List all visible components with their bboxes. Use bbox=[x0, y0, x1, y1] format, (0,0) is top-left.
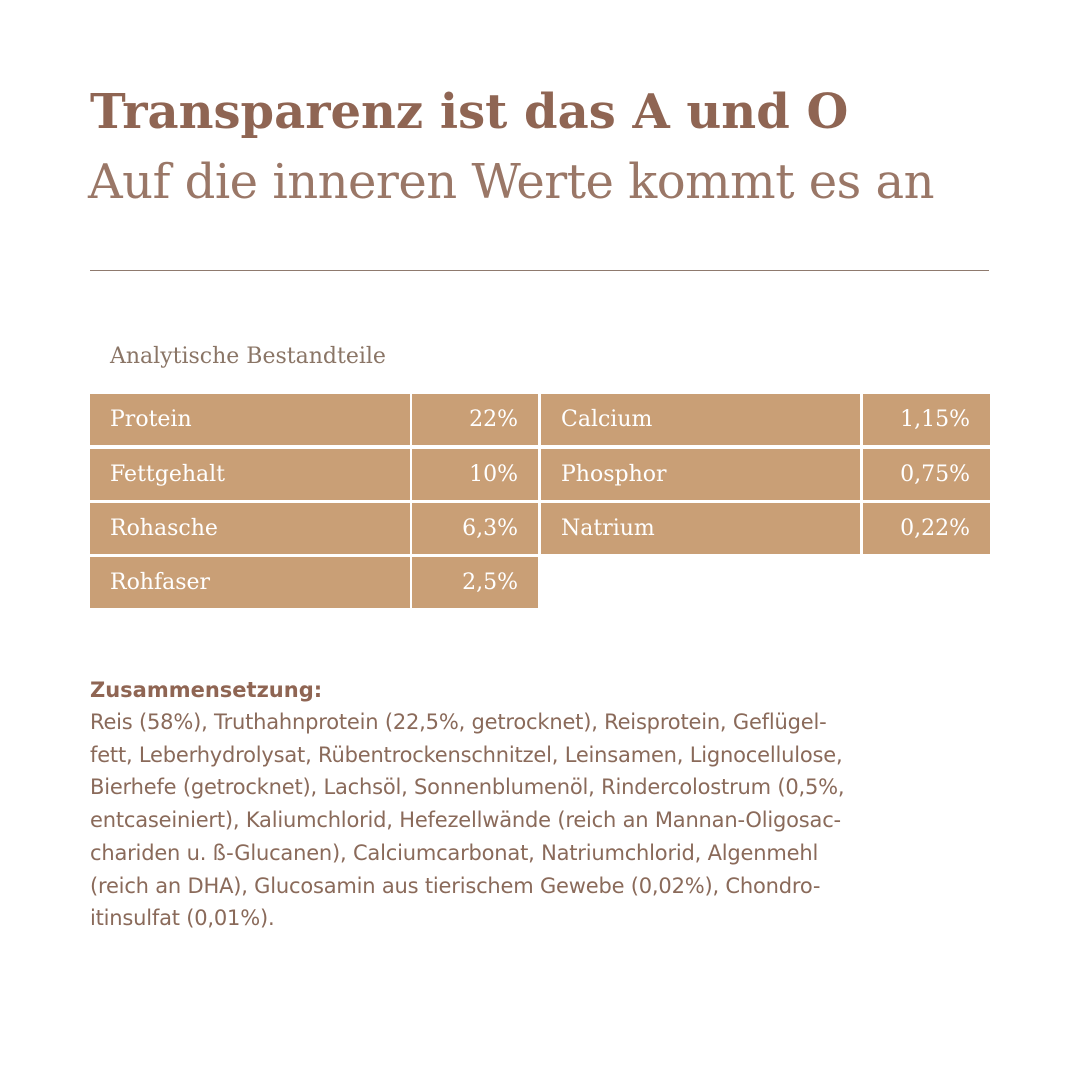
nutrient-value-rohasche: 6,3% bbox=[412, 503, 538, 554]
nutrient-value-natrium: 0,22% bbox=[863, 503, 990, 554]
page-subtitle: Auf die inneren Werte kommt es an bbox=[88, 154, 935, 210]
composition-heading: Zusammensetzung: bbox=[90, 678, 323, 702]
nutrient-value-rohfaser: 2,5% bbox=[412, 557, 538, 608]
nutrient-name-calcium: Calcium bbox=[541, 394, 860, 445]
nutrient-name-rohfaser: Rohfaser bbox=[90, 557, 410, 608]
nutrient-name-rohasche: Rohasche bbox=[90, 503, 410, 554]
nutrient-table bbox=[90, 394, 990, 608]
nutrient-value-protein: 22% bbox=[412, 394, 538, 445]
divider bbox=[90, 270, 989, 271]
nutrient-name-natrium: Natrium bbox=[541, 503, 860, 554]
nutrient-name-phosphor: Phosphor bbox=[541, 449, 860, 500]
composition-text: Reis (58%), Truthahnprotein (22,5%, getrocknet), Reisprotein, Geflügel- fett, Leberhydrolysat, Rübentrockenschnitzel, Leinsamen, Lignocellulose, Bierhefe (getrocknet), Lachsöl, Sonnenblumenöl, Rindercolostrum (0,5%, entcaseiniert), Kaliumchlorid, Hefezellwände (reich an Mannan-Oligosac- chariden u. ß-Glucanen), Calciumcarbonat, Natriumchlorid, Algenmehl (reich an DHA), Glucosamin aus tierischem Gewebe (0,02%), Chondro- itinsulfat (0,01%). bbox=[90, 710, 845, 931]
page-title: Transparenz ist das A und O bbox=[90, 84, 849, 140]
nutrient-name-fettgehalt: Fettgehalt bbox=[90, 449, 410, 500]
nutrient-name-protein: Protein bbox=[90, 394, 410, 445]
nutrient-value-phosphor: 0,75% bbox=[863, 449, 990, 500]
nutrient-value-fettgehalt: 10% bbox=[412, 449, 538, 500]
analytics-heading: Analytische Bestandteile bbox=[110, 344, 386, 369]
nutrient-value-calcium: 1,15% bbox=[863, 394, 990, 445]
